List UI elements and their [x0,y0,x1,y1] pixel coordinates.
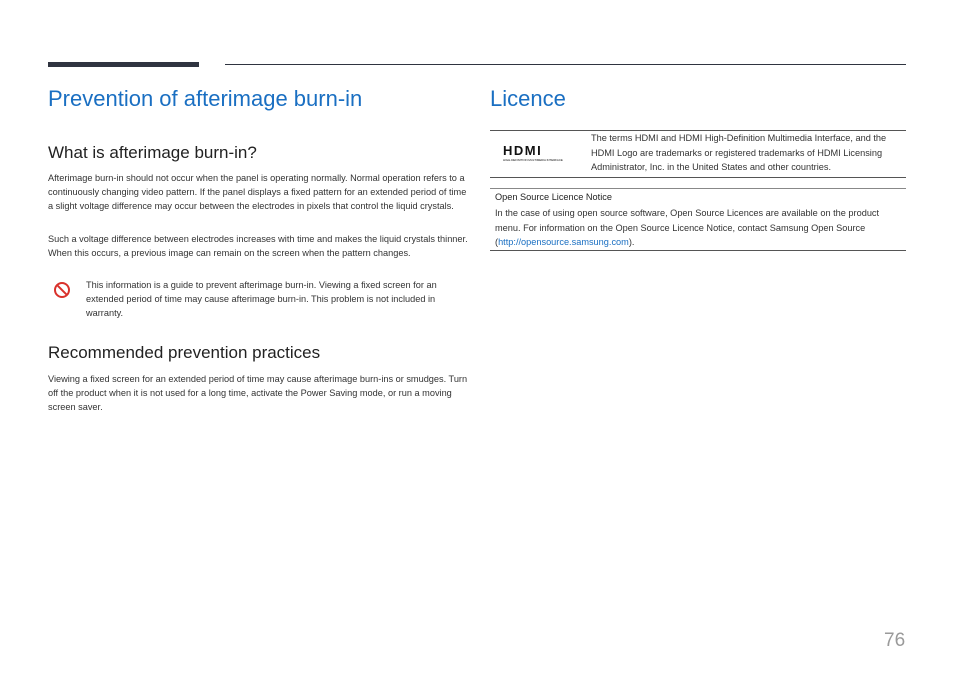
prohibited-icon [53,281,71,299]
table-bottom-rule [490,250,906,251]
hdmi-logo-text: HDMI [503,144,543,158]
hdmi-logo [502,144,574,162]
page-title-licence: Licence [490,86,566,111]
page-title-afterimage: Prevention of afterimage burn-in [48,86,363,111]
paragraph-voltage-difference: Such a voltage difference between electrodes increases with time and makes the liquid crystals thinner. When this occurs, a previous image can remain on the screen when the pattern changes. [48,234,468,259]
section-heading-prevention: Recommended prevention practices [48,343,321,362]
hdmi-logo-subtext: HIGH-DEFINITION MULTIMEDIA INTERFACE [503,158,563,162]
paragraph-burn-in-definition: Afterimage burn-in should not occur when the panel is operating normally. Normal operation refers to a continuously changing video pattern. If the panel displays a fixed pattern for an extended period of time a slight voltage difference may occur between the electrodes in pixels that control the liquid crystals. [48,173,467,212]
open-source-text-start: In the case of using open source software, Open Source Licences are available on the product menu. For information on the Open Source Licence Notice, contact Samsung Open Source ( [495,208,880,247]
open-source-heading: Open Source Licence Notice [495,192,612,202]
table-section-rule [490,188,906,189]
header-rule [225,64,906,65]
open-source-text [495,206,905,250]
header-accent-bar [48,62,199,67]
hdmi-trademark-text: The terms HDMI and HDMI High-Definition Multimedia Interface, and the HDMI Logo are trademarks or registered trademarks of HDMI Licensing Administrator, Inc. in the United States and other countries. [591,133,887,172]
page-number: 76 [884,630,906,651]
warranty-note: This information is a guide to prevent afterimage burn-in. Viewing a fixed screen for an extended period of time may cause afterimage burn-in. This problem is not included in warranty. [86,280,437,319]
table-row-separator [490,177,906,178]
opensource-link[interactable]: http://opensource.samsung.com [498,237,629,247]
paragraph-prevention: Viewing a fixed screen for an extended period of time may cause afterimage burn-ins or smudges. Turn off the product when it is not used for a long time, activate the Power Saving mode, or run a moving screen saver. [48,374,468,413]
section-heading-what-is: What is afterimage burn-in? [48,143,257,162]
open-source-text-end: ). [628,237,635,247]
